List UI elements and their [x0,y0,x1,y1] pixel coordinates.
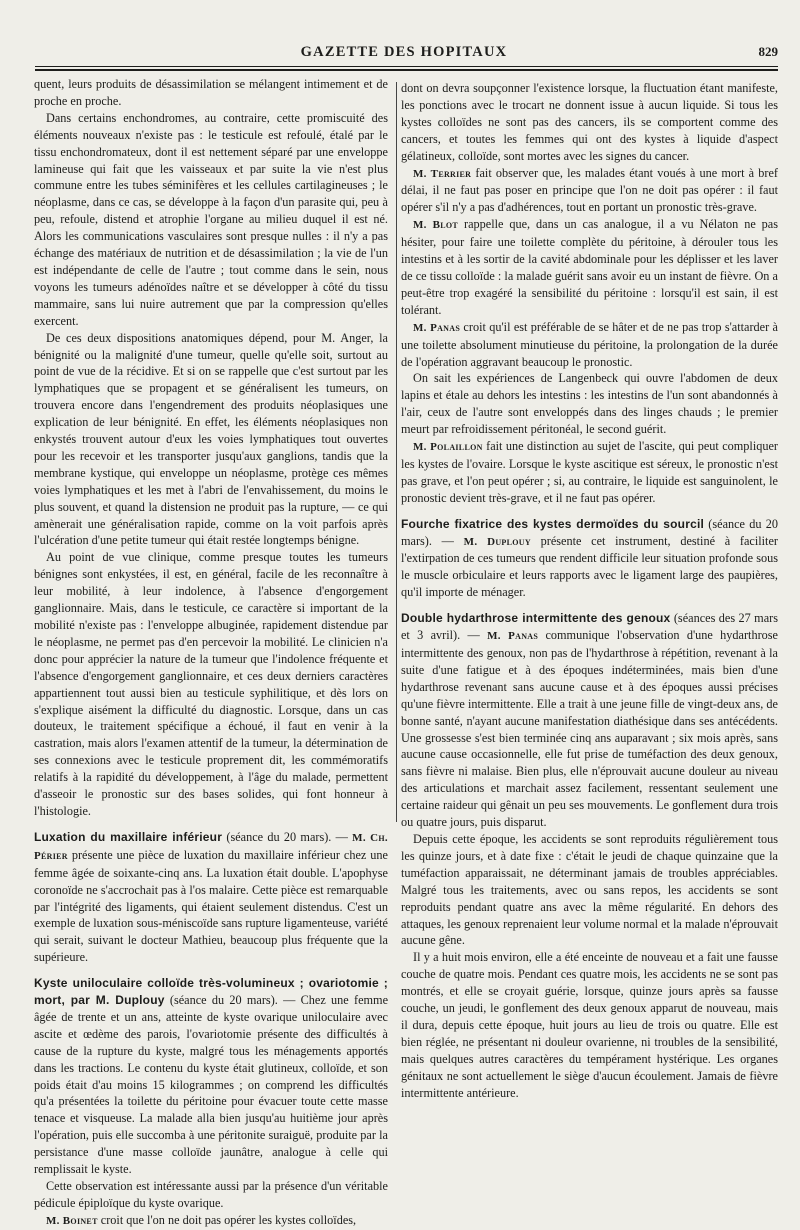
paragraph [401,80,778,165]
paragraph [34,330,388,550]
paragraph [401,370,778,438]
speaker-name: M. Blot [413,219,459,232]
paragraph-text: Dans certains enchondromes, au contraire, cette promiscuité des éléments nouveaux n'existe pas : le testicule est refoulé, étalé par le tissu enchondromateux, dont il est nettement séparé par une enveloppe lamineuse qui fait que les vaisseaux et par suite la vie n'est plus commune entre les tubes séminifères et les cellules cartilagineuses ; le néoplasme, dans ce cas, se développe à la façon d'un parasite qui, peu à peu, refoule, distend et atrophie l'organe au milieu duquel il est né. Alors les communications vasculaires sont presque nulles : il n'y a pas échange des matériaux de nutrition et de désassimilation ; la vie de l'un est indépendante de celle de l'autre ; tout comme dans le sein, nous voyons les tumeurs adénoïdes naître et se développer à côté du tissu mammaire, sans lui nuire autrement que par la compression qu'elles exercent. [34,110,388,328]
paragraph-text: Depuis cette époque, les accidents se sont reproduits régulièrement tous les quinze jours, et à date fixe : c'était le jeudi de chaque quinzaine que la tuméfaction apparaissait, ne déterminant jamais de troubles appréciables. Malgré tous les traitements, avec ou sans repos, les accidents se sont reproduits pendant quatre ans avec la même régularité. En dehors des attaques, les genoux reprenaient leur volume normal et la malade n'éprouvait aucune gêne. [401,831,778,948]
header-rule-thin [35,66,778,67]
running-header [30,40,778,66]
journal-title: GAZETTE DES HOPITAUX [300,44,508,60]
speaker-name: M. Boinet [46,1214,98,1227]
paragraph-text: croit qu'il est préférable de se hâter et de ne pas trop s'attarder à une toilette absolument minutieuse du péritoine, la prolongation de la durée de l'opération aggravant beaucoup le pronostic. [401,319,778,369]
paragraph-text: (séance du 20 mars). — Chez une femme âgée de trente et un ans, atteinte de kyste ovarique uniloculaire avec ascite et œdème des parois, l'ovariotomie présente des difficultés à cause de la rupture du kyste, malgré tous les ménagements apportés dans les tractions. Le contenu du kyste était glutineux, colloïde, et son poids était d'au moins 15 kilogrammes ; on comprend les difficultés qu'a présentées la toilette du péritoine pour évacuer toute cette masse tenace et visqueuse. La malade alla bien jusqu'au huitième jour après l'opération, puis elle succomba à une péritonite suraiguë, produite par la persistance d'une masse colloïde jaunâtre, analogue à celle qui remplissait le kyste. [34,993,389,1177]
paragraph-text: Il y a huit mois environ, elle a été enceinte de nouveau et a fait une fausse couche de quatre mois. Pendant ces quatre mois, les accidents ne se sont pas montrés, et elle se croyait guérie, lorsque, quinze jours après sa fausse couche, un jeudi, le gonflement des deux genoux apparut de nouveau, mais il dura, depuis cette époque, huit jours au lieu de trois ou quatre. Elle est bien réglée, ne présentant ni douleur ovarienne, ni troubles de la sensibilité, mais quelques autres caractères du tempérament hystérique. Les organes génitaux ne sont actuellement le siège d'aucun écoulement. Jamais de fièvre intermittente antérieure. [401,950,778,1100]
paragraph-text: croit que l'on ne doit pas opérer les kystes colloïdes, [97,1212,357,1227]
speaker-name: M. Panas [487,630,539,643]
paragraph-text: (séance du 20 mars). — [401,516,778,548]
paragraph-text: présente cet instrument, destiné à faciliter l'extirpation de ces tumeurs que rendent difficile leur situation profonde sous le muscle orbiculaire et leurs rapports avec le ligament large des paupières, qu'il importe de ménager. [401,533,778,600]
speaker-name: M. Polaillon [413,441,483,454]
speaker-name: M. Terrier [413,167,472,180]
paragraph-text: dont on devra soupçonner l'existence lorsque, la fluctuation étant manifeste, les ponctions avec le trocart ne donnent issue à aucun liquide. Si tous les kystes colloïdes ne sont pas des cancers, ils se comportent comme des cancers, et toutes les femmes qui ont des kystes à liquide d'aspect gélatineux, colloïde, sont mortes avec les signes du cancer. [401,81,778,163]
section-heading: Fourche fixatrice des kystes dermoïdes du sourcil [401,516,705,531]
paragraph-text: fait observer que, les malades étant voués à une mort à bref délai, il ne faut pas poser en principe que l'on ne doit pas opérer : il faut opérer s'il n'y a pas d'adhérences, tout en portant un pronostic très-grave. [401,165,779,215]
speaker-name: M. Panas [413,321,461,334]
paragraph-text: fait une distinction au sujet de l'ascite, qui peut compliquer les kystes de l'ovaire. Lorsque le kyste ascitique est séreux, le pronostic n'est pas grave, et l'on peut opérer ; si, au contraire, le liquide est sanguinolent, le pronostic devient très-grave, et il ne faut pas opérer. [401,439,778,505]
section-heading: Luxation du maxillaire inférieur [34,829,223,844]
page-number: 829 [758,44,778,59]
paragraph-text: De ces deux dispositions anatomiques dépend, pour M. Anger, la bénignité ou la malignité d'une tumeur, quelle qu'elle soit, surtout au point de vue de la récidive. Et si on se rappelle que c'est surtout par les lymphatiques que se propagent et se généralisent les tumeurs, on trouvera encore dans l'engendrement des produits néoplasiques une explication de leur bénignité. En effet, les éléments néoplasiques non enkystés trouvent autour d'eux les voies lymphatiques tout ouvertes pour les recevoir et les transporter jusqu'aux ganglions, tandis que la membrane kystique, qui enveloppe un néoplasme, protège ces mêmes voies lymphatiques et les met à l'abri de l'envahissement, du moins le plus souvent, et quand la distension ne produit pas la rupture, — ce qui amènerait une généralisation rapide, comme on la voit parfois après l'ulcération d'une petite tumeur qui était restée longtemps bénigne. [34,330,388,548]
right-column [401,80,778,1101]
paragraph-text: Cette observation est intéressante aussi par la présence d'un véritable pédicule épiploïque du kyste ovarique. [34,1179,388,1210]
paragraph-text: rappelle que, dans un cas analogue, il a vu Nélaton ne pas hésiter, pour faire une toilette complète du péritoine, à dérouler tous les intestins et à les sortir de la cavité abdominale pour les déplisser et les laver de ce tissu colloïde : la malade guérit sans avoir eu un instant de fièvre. On a peut-être trop exagéré la sensibilité du péritoine : lorsqu'il est sain, il est tolérant. [401,217,779,317]
speaker-paragraph [401,165,778,217]
speaker-paragraph [401,216,778,318]
column-divider [396,82,397,822]
section-paragraph [34,829,388,966]
paragraph-text: On sait les expériences de Langenbeck qui ouvre l'abdomen de deux lapins et étale au dehors les intestins : les intestins de l'un sont abandonnés à l'air, ceux de l'autre sont enveloppés dans des linges chauds ; le premier meurt par refroidissement péritonéal, le second guérit. [401,371,778,437]
speaker-name: M. Ch. Périer [34,831,388,862]
section-heading: Double hydarthrose intermittente des genoux [401,611,671,626]
header-rule-thick [35,69,778,71]
paragraph-text: présente une pièce de luxation du maxillaire inférieur chez une femme âgée de soixante-cinq ans. La luxation était double. L'apophyse coronoïde ne s'accrochait pas à l'os malaire. Cette pièce est remarquable par l'intégrité des ligaments, qui étaient seulement distendus. C'est un exemple de luxation sous-méniscoïde sans rupture ligamenteuse, variété qui serait, suivant le docteur Mathieu, beaucoup plus fréquente que la supérieure. [34,847,388,965]
section-heading: Kyste uniloculaire colloïde très-volumineux ; ovariotomie ; mort, par M. Duplouy [34,976,388,1008]
speaker-paragraph [34,1212,388,1230]
paragraph-text: (séance du 20 mars). — [222,829,353,844]
paragraph [34,549,388,820]
section-paragraph [34,975,388,1178]
speaker-name: M. Duplouy [463,535,531,548]
section-paragraph [401,610,778,831]
paragraph [34,110,388,330]
left-column [34,76,388,1230]
section-paragraph [401,516,778,602]
paragraph-text: (séances des 27 mars et 3 avril). — [401,611,778,643]
paragraph-text: Au point de vue clinique, comme presque toutes les tumeurs bénignes sont enkystées, il est, en général, facile de les reconnaître à leur mobilité, à leur indolence, à l'absence d'engorgement ganglionnaire. Mais, dans le testicule, ce caractère si important de la mobilité n'existe pas : l'enveloppe albuginée, rapidement distendue par le néoplasme, ne permet pas d'en percevoir la mobilité. Le clinicien n'a donc pour apprécier la nature de la tumeur que l'indolence fréquente et l'absence d'engorgement ganglionnaire, et ces deux derniers caractères appartiennent tout aussi bien au testicule syphilitique, et dès lors on s'explique aisément la difficulté du diagnostic. Lorsque, dans un cas douteux, le traitement spécifique a échoué, il faut en venir à la castration, mais alors l'examen attentif de la tumeur, la détermination de ses connexions avec le testicule proprement dit, les commémoratifs relatifs à la rapidité du développement, à l'âge du malade, permettent d'asseoir le pronostic sur des bases solides, qui font honneur à l'histologie. [34,550,388,818]
paragraph [34,76,388,110]
paragraph-text: quent, leurs produits de désassimilation se mélangent intimement et de proche en proche. [34,77,388,108]
paragraph-text: communique l'observation d'une hydarthrose intermittente des genoux, non pas de l'hydarthrose à répétition, revenant à la suite d'une fatigue et à des époques indéterminées, mais bien d'une hydarthrose revenant sans aucune cause et à des époques aussi précises qu'une fièvre intermittente. Elle a trait à une jeune fille de vingt-deux ans, de bonne santé, n'ayant aucune manifestation diathésique dans ses antécédents. Une grossesse s'est bien terminée cinq ans auparavant ; six mois après, sans aucune cause occasionnelle, elle fut prise de tuméfaction des deux genoux, sans fièvre ni malaise. Bien plus, elle n'éprouvait aucune douleur au niveau des articulations et marchait assez facilement, ressentant seulement une certaine raideur qui gênait un peu ses mouvements. Le gonflement dura trois ou quatre jours, puis disparut. [401,628,778,830]
speaker-paragraph [401,319,778,371]
speaker-paragraph [401,438,778,507]
paragraph [34,1178,388,1212]
paragraph [401,949,778,1101]
paragraph [401,831,778,949]
